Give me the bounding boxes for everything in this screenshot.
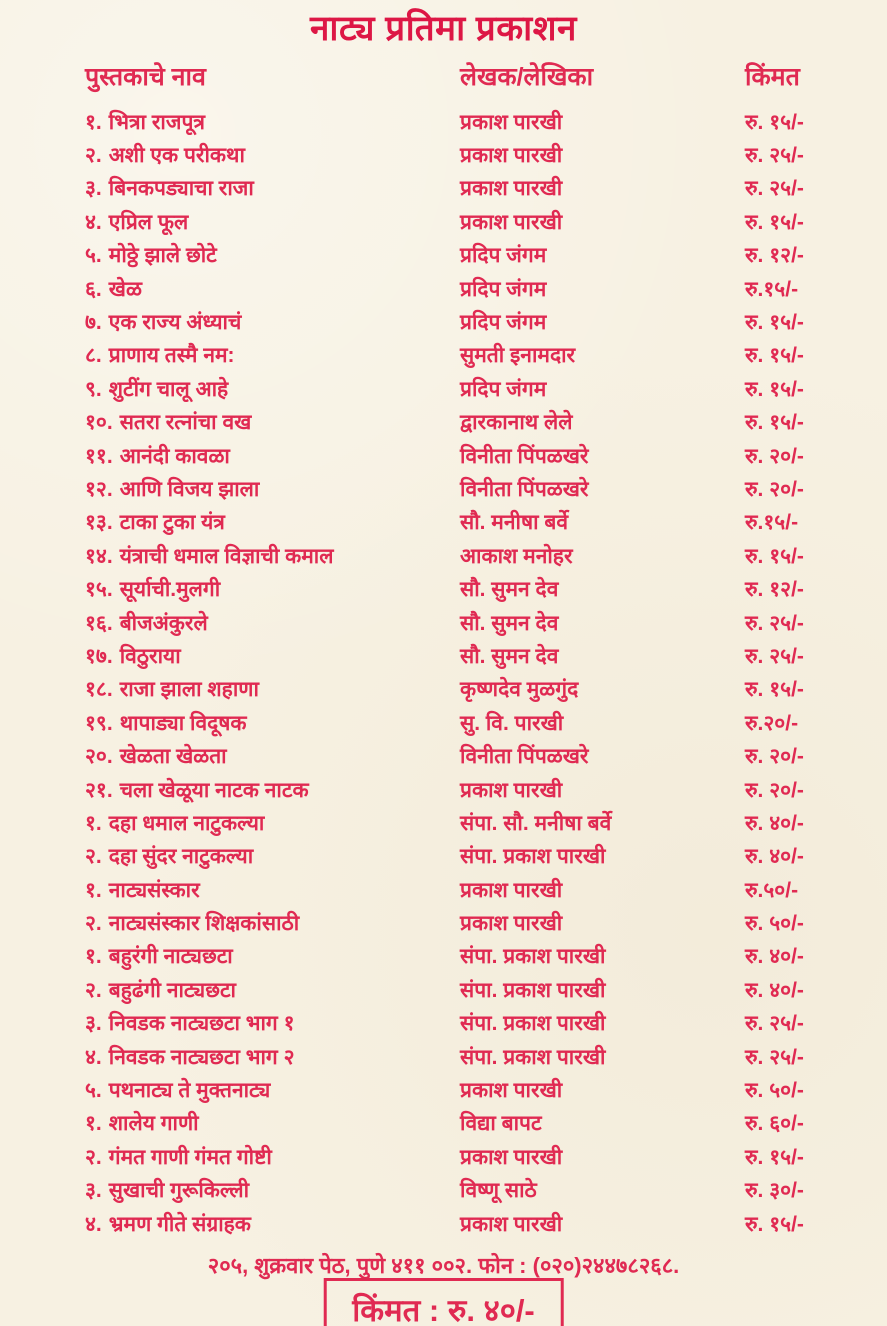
book-author: प्रकाश पारखी <box>460 1212 563 1236</box>
book-price: रु. ५०/- <box>745 912 804 936</box>
book-title: बहुढंगी नाट्यछटा <box>108 978 236 1002</box>
book-author: सुमती इनामदार <box>460 344 576 368</box>
book-name-cell <box>85 275 460 303</box>
book-title: राजा झाला शहाणा <box>119 678 259 702</box>
book-title: शुटींग चालू आहे <box>108 377 229 401</box>
table-row <box>0 439 887 472</box>
table-row <box>0 138 887 171</box>
book-title: निवडक नाट्यछटा भाग १ <box>108 1012 295 1036</box>
book-author: विनीता पिंपळखरे <box>460 477 589 501</box>
book-number: ३. <box>85 1179 102 1203</box>
book-author: सौ. सुमन देव <box>460 644 559 668</box>
book-author: प्रकाश पारखी <box>460 912 563 936</box>
book-number: ११. <box>85 444 113 468</box>
table-row <box>0 1207 887 1240</box>
phone-label: फोन : <box>478 1253 527 1279</box>
book-author: प्रकाश पारखी <box>460 878 563 902</box>
book-number: ७. <box>85 311 102 335</box>
book-price: रु. १५/- <box>745 110 804 134</box>
book-author: संपा. प्रकाश पारखी <box>460 978 606 1002</box>
book-name-cell <box>85 1176 460 1204</box>
book-number: १४. <box>85 544 113 568</box>
book-number: ५. <box>85 1079 102 1103</box>
book-price: रु. १५/- <box>745 210 804 234</box>
table-row <box>0 1040 887 1073</box>
book-author: प्रकाश पारखी <box>460 177 563 201</box>
book-number: ६. <box>85 277 102 301</box>
book-price: रु. २५/- <box>745 1012 804 1036</box>
book-title: मोठ्ठे झाले छोटे <box>108 244 217 268</box>
book-name-cell <box>85 108 460 136</box>
book-title: गंमत गाणी गंमत गोष्टी <box>108 1145 272 1169</box>
book-price: रु.२०/- <box>745 711 799 735</box>
book-price: रु.५०/- <box>745 878 799 902</box>
book-title: दहा धमाल नाटुकल्या <box>108 811 265 835</box>
book-name-cell <box>85 776 460 804</box>
book-author: संपा. प्रकाश पारखी <box>460 945 606 969</box>
table-row <box>0 1073 887 1106</box>
book-number: ४. <box>85 210 102 234</box>
book-price: रु. २५/- <box>745 177 804 201</box>
table-row <box>0 506 887 539</box>
book-title: खेळता खेळता <box>119 745 227 769</box>
book-title: चला खेळूया नाटक नाटक <box>119 778 309 802</box>
book-name-cell <box>85 442 460 470</box>
book-number: २१. <box>85 778 113 802</box>
book-number: १. <box>85 811 102 835</box>
book-name-cell <box>85 308 460 336</box>
book-name-cell <box>85 341 460 369</box>
book-title: सूर्याची.मुलगी <box>119 578 221 602</box>
book-number: २. <box>85 978 102 1002</box>
book-name-cell <box>85 208 460 236</box>
book-title: निवडक नाट्यछटा भाग २ <box>108 1045 295 1069</box>
book-title: आनंदी कावळा <box>119 444 230 468</box>
book-name-cell <box>85 141 460 169</box>
book-price: रु.१५/- <box>745 277 799 301</box>
book-name-cell <box>85 1009 460 1037</box>
book-name-cell <box>85 508 460 536</box>
book-price: रु. १५/- <box>745 311 804 335</box>
book-name-cell <box>85 1210 460 1238</box>
book-price: रु. १२/- <box>745 578 804 602</box>
table-row <box>0 1007 887 1040</box>
table-row <box>0 773 887 806</box>
book-price: रु. १५/- <box>745 544 804 568</box>
book-number: २. <box>85 1145 102 1169</box>
table-row <box>0 606 887 639</box>
table-row <box>0 339 887 372</box>
book-number: ४. <box>85 1212 102 1236</box>
book-number: १. <box>85 1112 102 1136</box>
book-title: यंत्राची धमाल विज्ञाची कमाल <box>119 544 334 568</box>
book-list <box>0 99 887 1240</box>
book-price: रु. १५/- <box>745 1212 804 1236</box>
book-price: रु. १२/- <box>745 244 804 268</box>
book-name-cell <box>85 876 460 904</box>
book-title: भ्रमण गीते संग्राहक <box>108 1212 251 1236</box>
book-number: १३. <box>85 511 113 535</box>
book-title: अशी एक परीकथा <box>108 144 245 168</box>
book-title: बीजअंकुरले <box>119 611 208 635</box>
book-price: रु. २५/- <box>745 644 804 668</box>
book-number: ३. <box>85 1012 102 1036</box>
table-row <box>0 105 887 138</box>
book-author: प्रकाश पारखी <box>460 110 563 134</box>
book-number: १५. <box>85 578 113 602</box>
book-name-cell <box>85 1143 460 1171</box>
book-author: विनीता पिंपळखरे <box>460 444 589 468</box>
phone-number: (०२०)२४४७८२६८. <box>532 1253 680 1279</box>
column-header-book-name: पुस्तकाचे नाव <box>85 63 206 91</box>
book-price: रु. ४०/- <box>745 811 804 835</box>
publisher-address: २०५, शुक्रवार पेठ, पुणे ४११ ००२. <box>207 1253 473 1279</box>
book-author: सौ. सुमन देव <box>460 611 559 635</box>
book-author: संपा. प्रकाश पारखी <box>460 1045 606 1069</box>
book-name-cell <box>85 609 460 637</box>
book-author: प्रदिप जंगम <box>460 311 547 335</box>
table-row <box>0 572 887 605</box>
book-author: प्रकाश पारखी <box>460 210 563 234</box>
book-author: प्रदिप जंगम <box>460 244 547 268</box>
book-author: कृष्णदेव मुळगुंद <box>460 678 579 702</box>
table-row <box>0 873 887 906</box>
book-author: संपा. प्रकाश पारखी <box>460 845 606 869</box>
book-name-cell <box>85 241 460 269</box>
book-number: १९. <box>85 711 113 735</box>
table-row <box>0 1174 887 1207</box>
book-author: आकाश मनोहर <box>460 544 573 568</box>
book-name-cell <box>85 375 460 403</box>
table-header <box>0 51 887 99</box>
table-row <box>0 172 887 205</box>
book-title: बहुरंगी नाट्यछटा <box>108 945 233 969</box>
book-title: शालेय गाणी <box>108 1112 199 1136</box>
table-row <box>0 806 887 839</box>
book-number: ४. <box>85 1045 102 1069</box>
book-author: प्रकाश पारखी <box>460 144 563 168</box>
book-title: सुखाची गुरूकिल्ली <box>108 1179 250 1203</box>
book-title: एप्रिल फूल <box>108 210 189 234</box>
book-title: थापाड्या विदूषक <box>119 711 247 735</box>
book-name-cell <box>85 809 460 837</box>
table-row <box>0 840 887 873</box>
column-header-price: किंमत <box>745 63 800 91</box>
book-author: सु. वि. पारखी <box>460 711 564 735</box>
book-author: संपा. प्रकाश पारखी <box>460 1012 606 1036</box>
book-author: विद्या बापट <box>460 1112 542 1136</box>
book-author: प्रदिप जंगम <box>460 377 547 401</box>
table-row <box>0 673 887 706</box>
book-number: ३. <box>85 177 102 201</box>
table-row <box>0 973 887 1006</box>
book-price: रु. ३०/- <box>745 1179 804 1203</box>
table-row <box>0 472 887 505</box>
cover-price-box: किंमत : रु. ४०/- <box>323 1278 564 1326</box>
table-row <box>0 706 887 739</box>
book-price: रु. १५/- <box>745 1145 804 1169</box>
book-price: रु. ५०/- <box>745 1079 804 1103</box>
table-row <box>0 1107 887 1140</box>
table-row <box>0 406 887 439</box>
table-row <box>0 239 887 272</box>
book-price: रु. २०/- <box>745 745 804 769</box>
publisher-address-line <box>0 1250 887 1280</box>
book-price: रु. १५/- <box>745 377 804 401</box>
book-author: प्रकाश पारखी <box>460 1145 563 1169</box>
book-name-cell <box>85 542 460 570</box>
book-author: संपा. सौ. मनीषा बर्वे <box>460 811 612 835</box>
book-price: रु. १५/- <box>745 344 804 368</box>
book-price: रु. २५/- <box>745 144 804 168</box>
book-price: रु. २०/- <box>745 477 804 501</box>
book-number: २. <box>85 912 102 936</box>
book-author: सौ. मनीषा बर्वे <box>460 511 569 535</box>
book-title: खेळ <box>108 277 142 301</box>
table-row <box>0 539 887 572</box>
book-title: नाट्यसंस्कार शिक्षकांसाठी <box>108 912 300 936</box>
table-row <box>0 639 887 672</box>
book-name-cell <box>85 842 460 870</box>
book-number: १८. <box>85 678 113 702</box>
book-name-cell <box>85 942 460 970</box>
book-name-cell <box>85 709 460 737</box>
book-author: प्रदिप जंगम <box>460 277 547 301</box>
book-number: १. <box>85 945 102 969</box>
book-price: रु. १५/- <box>745 411 804 435</box>
book-price: रु. ६०/- <box>745 1112 804 1136</box>
book-number: १२. <box>85 477 113 501</box>
table-row <box>0 739 887 772</box>
book-price: रु. ४०/- <box>745 845 804 869</box>
table-row <box>0 1140 887 1173</box>
book-author: प्रकाश पारखी <box>460 778 563 802</box>
book-name-cell <box>85 642 460 670</box>
book-title: सतरा रत्नांचा वख <box>119 411 252 435</box>
book-number: २. <box>85 144 102 168</box>
book-name-cell <box>85 1043 460 1071</box>
table-row <box>0 372 887 405</box>
book-number: १०. <box>85 411 113 435</box>
book-number: ९. <box>85 377 102 401</box>
book-name-cell <box>85 475 460 503</box>
book-title: भित्रा राजपूत्र <box>108 110 205 134</box>
book-author: प्रकाश पारखी <box>460 1079 563 1103</box>
table-row <box>0 272 887 305</box>
book-name-cell <box>85 174 460 202</box>
book-title: एक राज्य अंध्याचं <box>108 311 242 335</box>
table-row <box>0 940 887 973</box>
book-name-cell <box>85 1076 460 1104</box>
book-name-cell <box>85 976 460 1004</box>
book-name-cell <box>85 675 460 703</box>
book-title: विठुराया <box>119 644 181 668</box>
book-title: नाट्यसंस्कार <box>108 878 200 902</box>
column-header-author: लेखक/लेखिका <box>460 63 594 91</box>
book-price: रु. २०/- <box>745 778 804 802</box>
book-number: ५. <box>85 244 102 268</box>
book-number: १७. <box>85 644 113 668</box>
book-author: विष्णू साठे <box>460 1179 537 1203</box>
book-title: टाका टुका यंत्र <box>119 511 225 535</box>
table-row <box>0 205 887 238</box>
book-name-cell <box>85 1109 460 1137</box>
book-number: २०. <box>85 745 113 769</box>
book-price: रु. २०/- <box>745 444 804 468</box>
book-number: १६. <box>85 611 113 635</box>
book-price: रु. ४०/- <box>745 945 804 969</box>
book-price: रु. २५/- <box>745 1045 804 1069</box>
book-author: विनीता पिंपळखरे <box>460 745 589 769</box>
book-number: ८. <box>85 344 102 368</box>
book-author: द्वारकानाथ लेले <box>460 411 573 435</box>
book-title: प्राणाय तस्मै नम: <box>108 344 235 368</box>
book-price: रु.१५/- <box>745 511 799 535</box>
book-title: आणि विजय झाला <box>119 477 260 501</box>
publisher-title: नाट्य प्रतिमा प्रकाशन <box>310 9 577 48</box>
book-title: पथनाट्य ते मुक्तनाट्य <box>108 1079 271 1103</box>
book-name-cell <box>85 408 460 436</box>
book-number: १. <box>85 878 102 902</box>
table-row <box>0 305 887 338</box>
book-name-cell <box>85 575 460 603</box>
book-number: २. <box>85 845 102 869</box>
book-author: सौ. सुमन देव <box>460 578 559 602</box>
book-price: रु. २५/- <box>745 611 804 635</box>
book-title: बिनकपड्याचा राजा <box>108 177 254 201</box>
book-title: दहा सुंदर नाटुकल्या <box>108 845 254 869</box>
table-row <box>0 906 887 939</box>
book-price: रु. १५/- <box>745 678 804 702</box>
book-price: रु. ४०/- <box>745 978 804 1002</box>
book-name-cell <box>85 742 460 770</box>
book-number: १. <box>85 110 102 134</box>
book-name-cell <box>85 909 460 937</box>
